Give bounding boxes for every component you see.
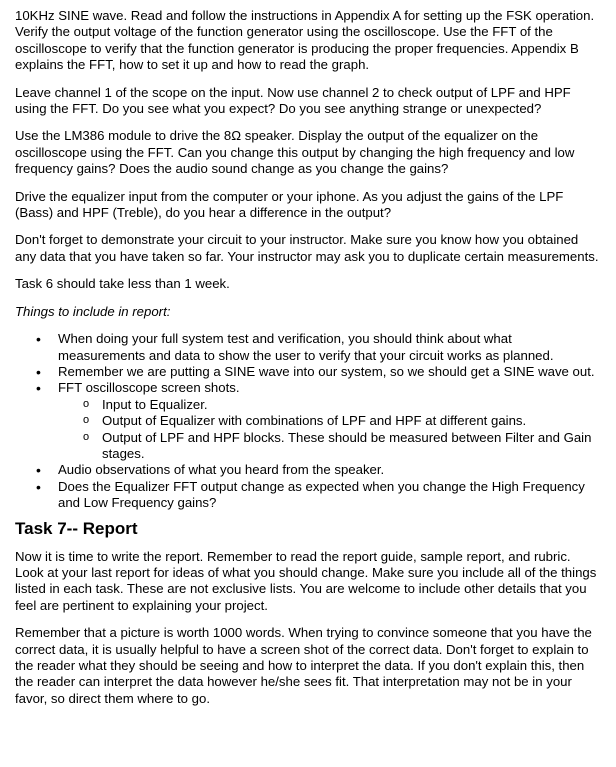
paragraph-drive-equalizer: Drive the equalizer input from the computer or your iphone. As you adjust the gains of the LPF (Bass) and HPF (Treble), do you hear a difference in the output? [15,188,564,221]
list-item: • Does the Equalizer FFT output change as expected when you change the High Frequency and Low Frequency gains? [15,479,602,512]
fft-screenshots-sublist [58,397,602,463]
paragraph-write-report: Now it is time to write the report. Remember to read the report guide, sample report, and rubric. Look at your last report for ideas of what you should change. Make sure you include all of the things listed in each task. These are not exclusive lists. You are welcome to include other details that you feel are pertinent to explaining your project. [15,548,597,613]
paragraph-channel-check: Leave channel 1 of the scope on the input. Now use channel 2 to check output of LPF and HPF using the FFT. Do you see what you expect? Do you see anything strange or unexpected? [15,84,571,117]
sub-list-item: o Output of LPF and HPF blocks. These should be measured between Filter and Gain stages. [58,430,602,463]
task7-heading: Task 7-- Report [15,518,138,538]
paragraph-picture-worth: Remember that a picture is worth 1000 words. When trying to convince someone that you have the correct data, it is usually helpful to have a screen shot of the correct data. Don't forget to explain to the reader what they should be seeing and how to interpret the data. If you don't explain this, then the reader can interpret the data however he/she sees fit. That interpretation may not be in your favor, so direct them where to go. [15,625,592,706]
list-item: • Remember we are putting a SINE wave into our system, so we should get a SINE wave out. [15,364,602,380]
paragraph-fsk-setup: 10KHz SINE wave. Read and follow the instructions in Appendix A for setting up the FSK operation. Verify the output voltage of the function generator using the oscilloscope. Use the FFT of the oscilloscope to verify that the function generator is producing the proper frequencies. Appendix B explains the FFT, how to set it up and how to read the graph. [15,8,595,73]
sub-list-item: o Output of Equalizer with combinations of LPF and HPF at different gains. [58,413,602,429]
paragraph-demonstrate-circuit: Don't forget to demonstrate your circuit to your instructor. Make sure you know how you obtained any data that you have taken so far. Your instructor may ask you to duplicate certain measurements. [15,232,599,264]
list-item [15,380,602,462]
list-item: • Audio observations of what you heard from the speaker. [15,462,602,478]
list-item-label: FFT oscilloscope screen shots. [58,380,240,396]
report-items-list [15,331,602,511]
report-items-heading: Things to include in report: [15,303,171,319]
list-item: • When doing your full system test and verification, you should think about what measurements and data to show the user to verify that your circuit works as planned. [15,331,602,364]
paragraph-task6-duration: Task 6 should take less than 1 week. [15,276,230,292]
paragraph-lm386-speaker: Use the LM386 module to drive the 8Ω speaker. Display the output of the equalizer on the oscilloscope using the FFT. Can you change this output by changing the high frequency and low frequency gains? Does the audio sound change as you change the gains? [15,128,575,177]
sub-list-item: o Input to Equalizer. [58,397,602,413]
